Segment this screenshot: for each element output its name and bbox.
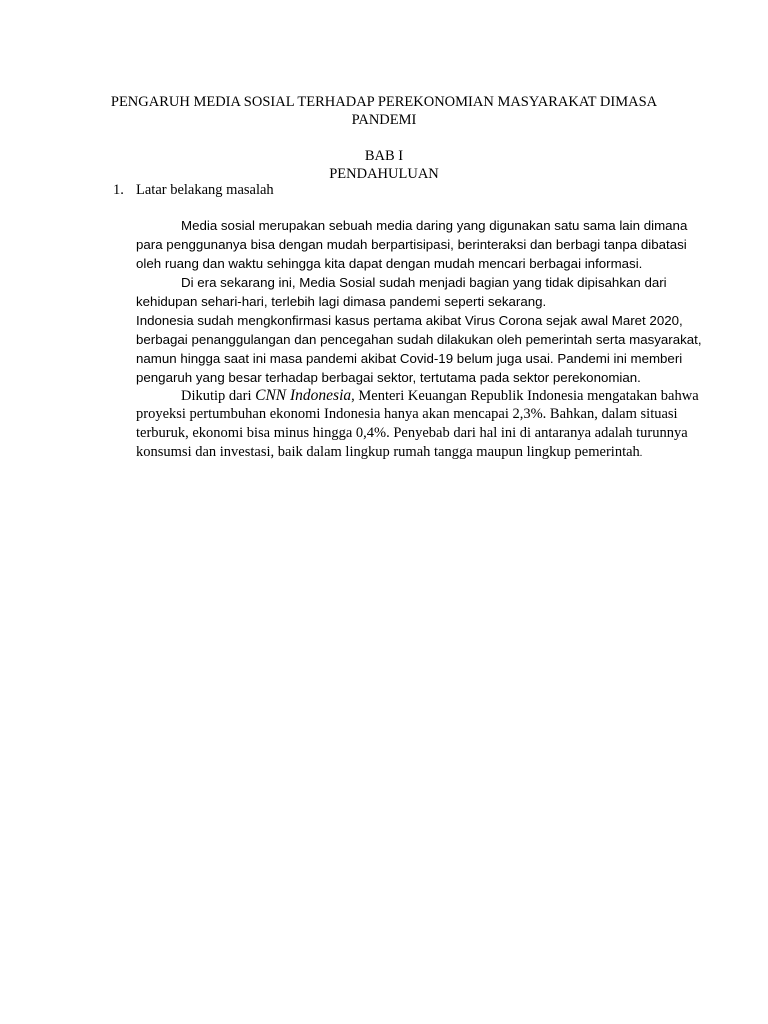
paragraph-line: Media sosial merupakan sebuah media daring yang digunakan satu sama lain dimana — [181, 218, 688, 233]
document-title-line-1: PENGARUH MEDIA SOSIAL TERHADAP PEREKONOMIAN MASYARAKAT DIMASA — [110, 94, 658, 110]
paragraph-final-text: konsumsi dan investasi, baik dalam lingkup rumah tangga maupun lingkup pemerintah — [136, 444, 640, 460]
paragraph-line: oleh ruang dan waktu sehingga kita dapat dengan mudah mencari berbagai informasi. — [136, 256, 643, 271]
list-item-marker: 1. — [113, 182, 124, 198]
quote-rest: , Menteri Keuangan Republik Indonesia mengatakan bahwa — [351, 388, 699, 404]
paragraph-line: pengaruh yang besar terhadap berbagai sektor, tertutama pada sektor perekonomian. — [136, 370, 641, 385]
paragraph-line: para penggunanya bisa dengan mudah berpartisipasi, berinteraksi dan berbagi tanpa dibatasi — [136, 237, 687, 252]
paragraph-line: Indonesia sudah mengkonfirmasi kasus pertama akibat Virus Corona sejak awal Maret 2020, — [136, 313, 683, 328]
paragraph-final-period: . — [639, 448, 643, 459]
paragraph-social-media-era — [136, 273, 696, 311]
paragraph-line: Di era sekarang ini, Media Sosial sudah menjadi bagian yang tidak dipisahkan dari — [181, 275, 667, 290]
paragraph-line — [136, 386, 699, 405]
news-source: CNN Indonesia — [255, 387, 352, 404]
chapter-title: PENDAHULUAN — [329, 166, 439, 182]
paragraph-line: namun hingga saat ini masa pandemi akibat Covid-19 belum juga usai. Pandemi ini memberi — [136, 351, 683, 366]
paragraph-economic-projection — [136, 386, 699, 462]
paragraph-social-media-definition — [136, 216, 696, 273]
paragraph-line — [136, 443, 696, 462]
paragraph-line: kehidupan sehari-hari, terlebih lagi dimasa pandemi seperti sekarang. — [136, 294, 547, 309]
chapter-number: BAB I — [364, 148, 404, 164]
document-title-line-2: PANDEMI — [351, 112, 417, 128]
paragraph-line: berbagai penanggulangan dan pencegahan sudah dilakukan oleh pemerintah serta masyarakat, — [136, 332, 702, 347]
quote-lead: Dikutip dari — [181, 388, 256, 404]
paragraph-line: proyeksi pertumbuhan ekonomi Indonesia hanya akan mencapai 2,3%. Bahkan, dalam situasi — [136, 406, 678, 422]
paragraph-line: terburuk, ekonomi bisa minus hingga 0,4%. Penyebab dari hal ini di antaranya adalah turunnya — [136, 425, 688, 441]
list-item-heading: Latar belakang masalah — [136, 182, 274, 198]
paragraph-pandemic-indonesia — [136, 311, 702, 387]
